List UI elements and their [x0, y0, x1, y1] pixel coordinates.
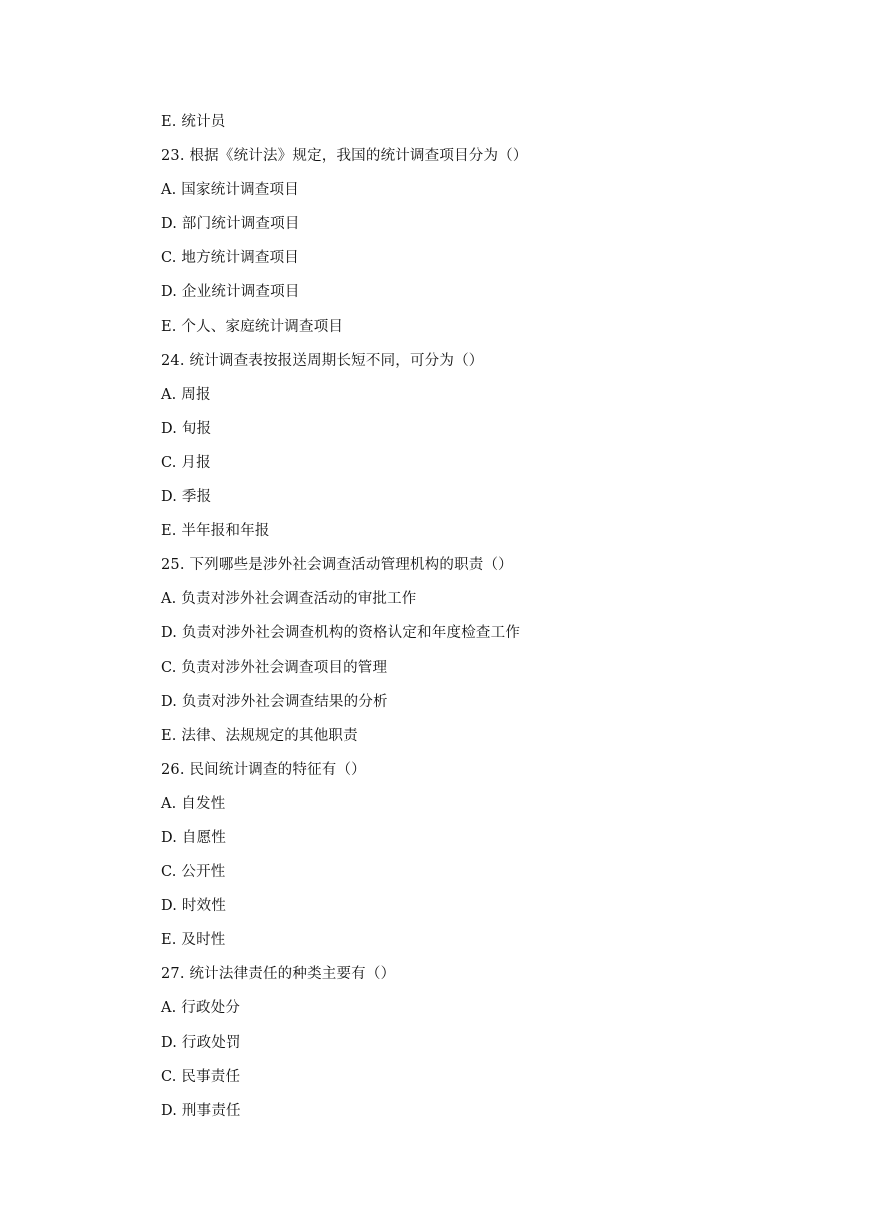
option-line: D. 部门统计调查项目	[161, 216, 300, 233]
option-line: C. 月报	[161, 454, 211, 471]
question-line: 24. 统计调查表按报送周期长短不同，可分为（）	[161, 352, 484, 369]
option-line: D. 时效性	[161, 898, 227, 915]
option-line: E. 统计员	[161, 114, 226, 130]
question-line: 27. 统计法律责任的种类主要有（）	[161, 966, 396, 983]
document-page	[161, 110, 821, 1133]
option-line: E. 半年报和年报	[161, 523, 270, 540]
option-line: E. 法律、法规规定的其他职责	[161, 727, 358, 744]
option-line: D. 企业统计调查项目	[161, 284, 300, 301]
question-line: 25. 下列哪些是涉外社会调查活动管理机构的职责（）	[161, 557, 513, 574]
option-line: D. 季报	[161, 489, 212, 506]
option-line: A. 国家统计调查项目	[161, 182, 299, 199]
option-line: D. 负责对涉外社会调查机构的资格认定和年度检查工作	[161, 625, 521, 642]
option-line: D. 刑事责任	[161, 1102, 241, 1119]
option-line: A. 周报	[161, 386, 211, 403]
option-line: C. 负责对涉外社会调查项目的管理	[161, 659, 388, 676]
option-line: E. 个人、家庭统计调查项目	[161, 318, 344, 335]
option-line: C. 民事责任	[161, 1068, 241, 1085]
option-line: D. 自愿性	[161, 829, 227, 846]
option-line: D. 行政处罚	[161, 1034, 241, 1051]
option-line: D. 旬报	[161, 420, 212, 437]
option-line: A. 自发性	[161, 795, 226, 812]
option-line: C. 地方统计调查项目	[161, 250, 299, 267]
option-line: A. 负责对涉外社会调查活动的审批工作	[161, 591, 417, 608]
question-line: 26. 民间统计调查的特征有（）	[161, 761, 366, 778]
option-line: D. 负责对涉外社会调查结果的分析	[161, 693, 388, 710]
option-line: A. 行政处分	[161, 1000, 241, 1017]
option-line: C. 公开性	[161, 864, 226, 881]
question-line: 23. 根据《统计法》规定，我国的统计调查项目分为（）	[161, 148, 528, 165]
option-line: E. 及时性	[161, 932, 226, 949]
